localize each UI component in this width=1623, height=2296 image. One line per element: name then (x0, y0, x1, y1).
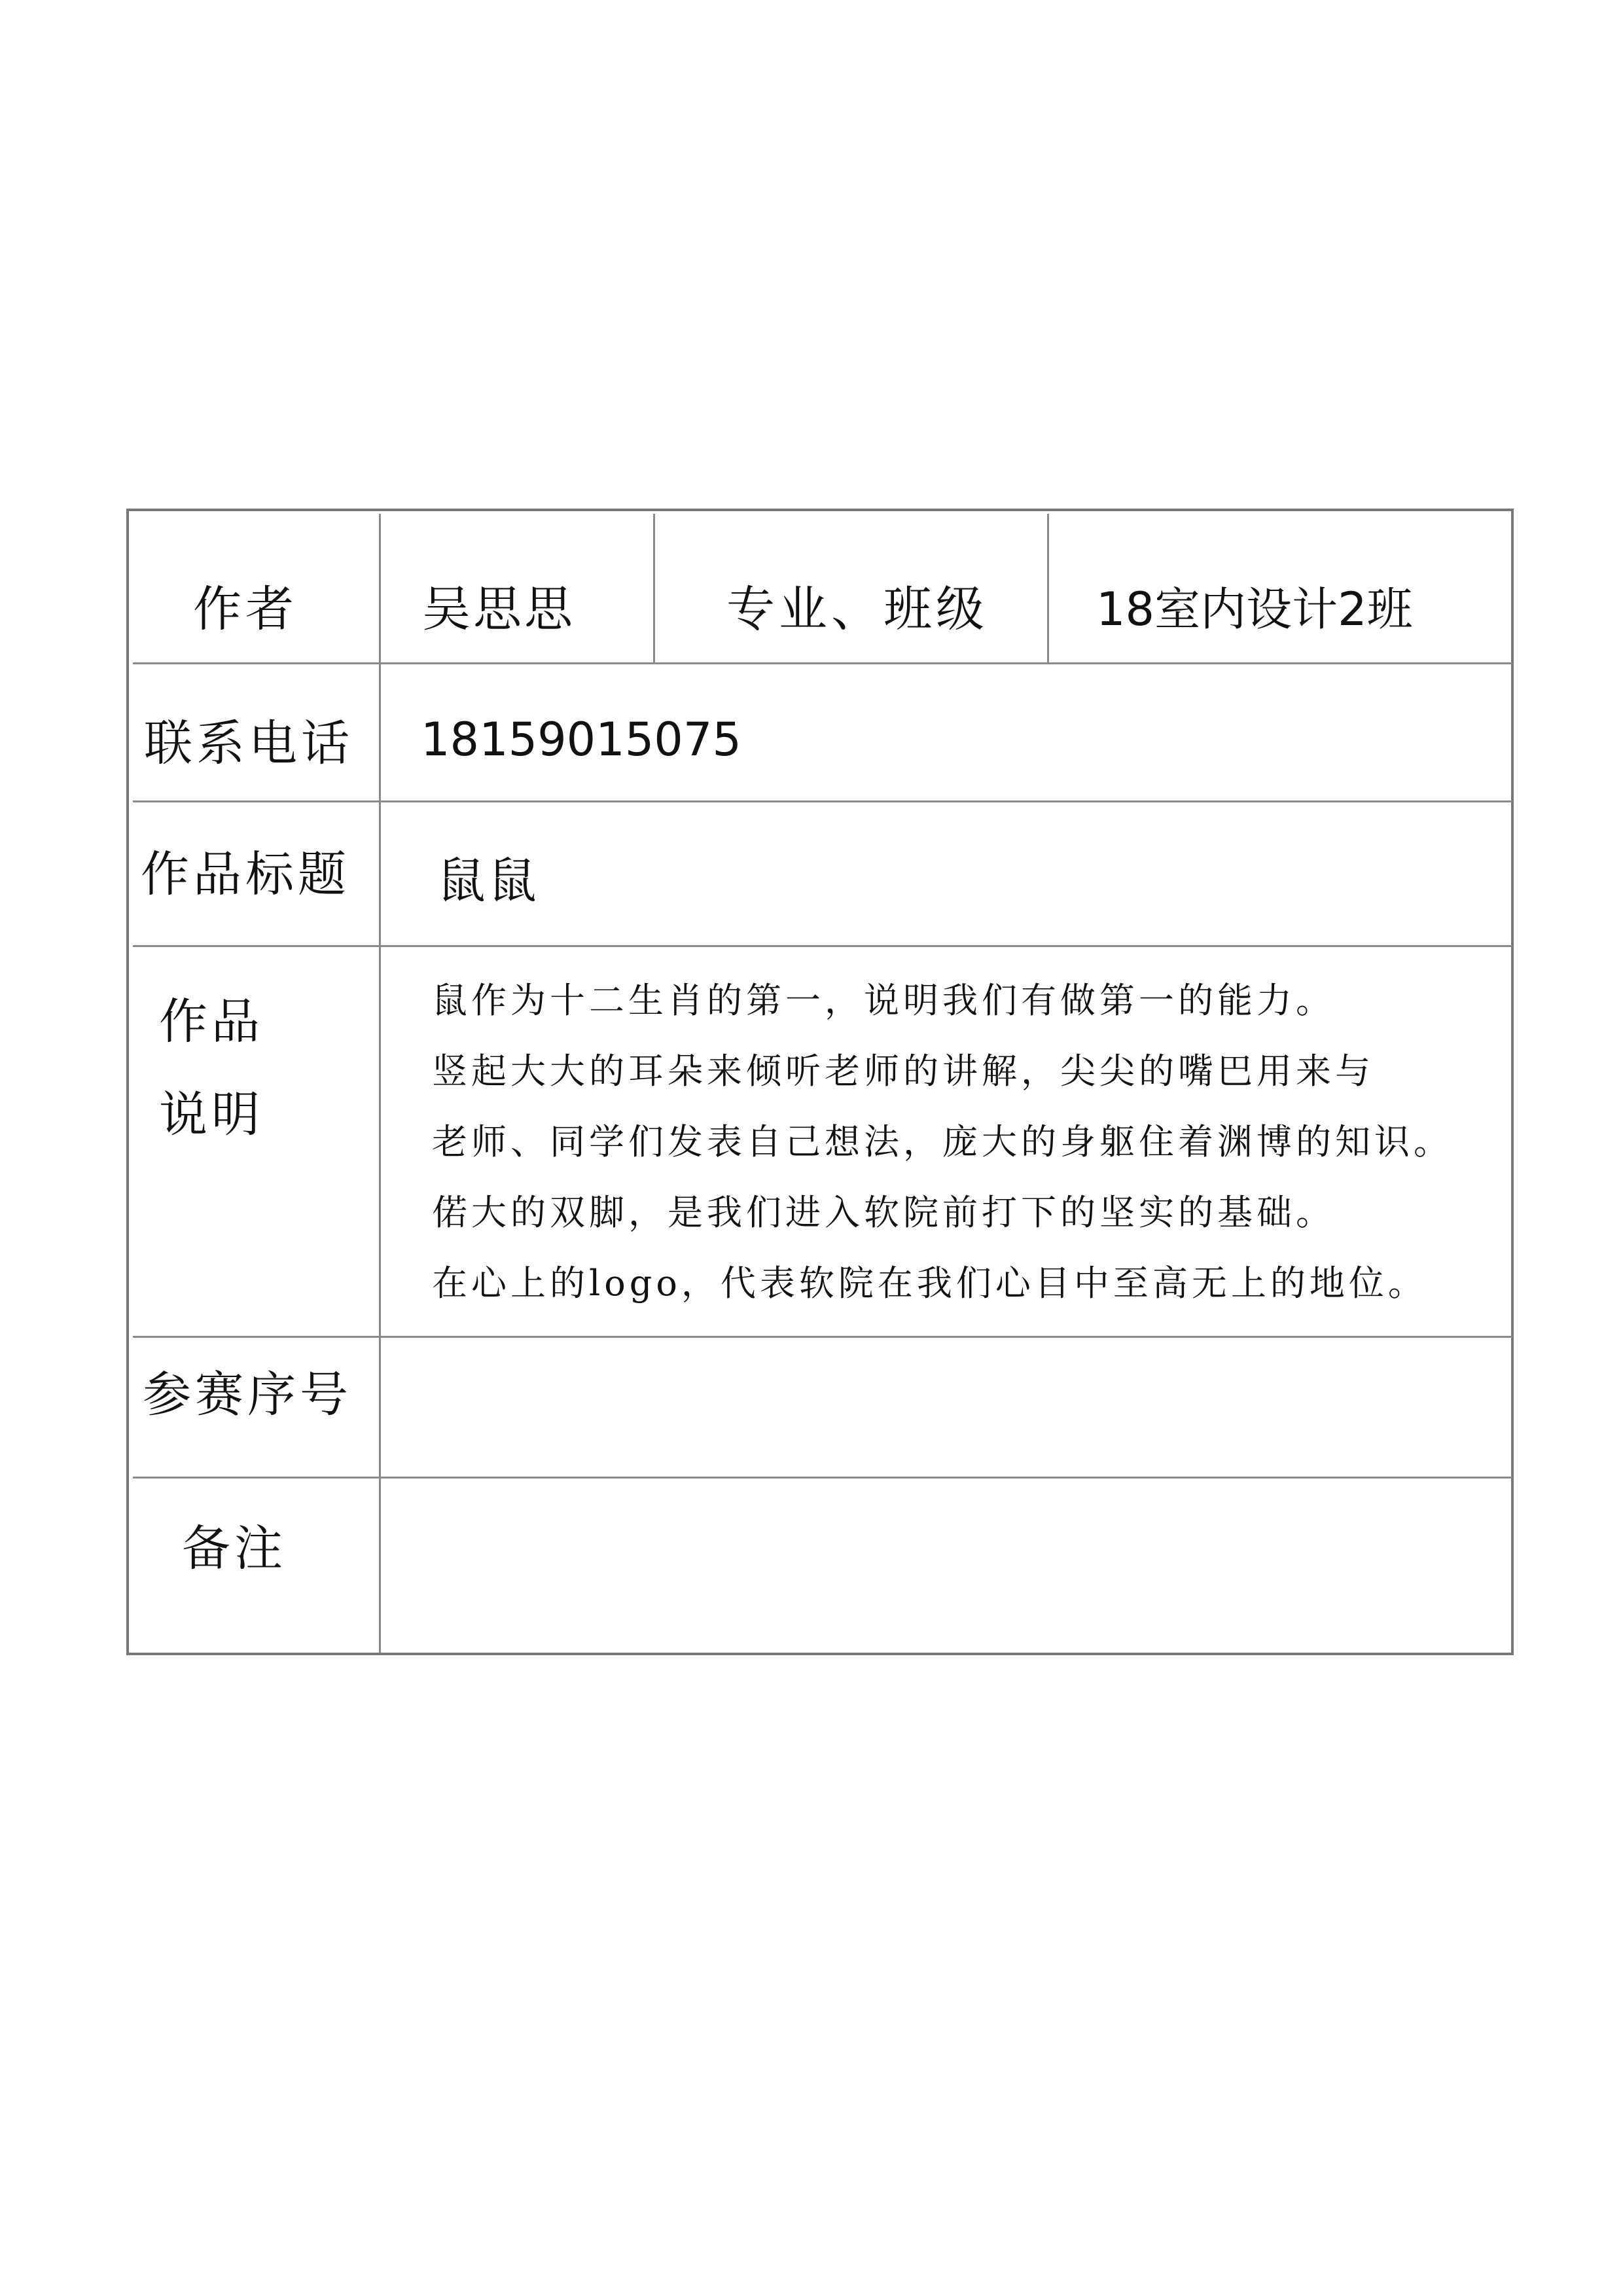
column-divider (653, 514, 655, 662)
entry-number-value[interactable] (422, 1355, 1469, 1427)
major-class-label: 专业、班级 (726, 581, 988, 637)
title-value[interactable]: 鼠鼠 (437, 853, 539, 909)
remarks-value[interactable] (422, 1509, 1469, 1581)
description-label-line2: 说明 (159, 1086, 264, 1143)
phone-label: 联系电话 (144, 715, 353, 772)
title-label: 作品标题 (141, 846, 350, 903)
row-divider (133, 1336, 1512, 1338)
description-line: 在心上的logo，代表软院在我们心目中至高无上的地位。 (432, 1263, 1427, 1304)
row-divider (133, 1477, 1512, 1479)
remarks-label: 备注 (182, 1520, 287, 1577)
column-divider (379, 514, 381, 1653)
row-divider (133, 662, 1512, 664)
phone-value[interactable]: 18159015075 (421, 713, 741, 766)
author-value[interactable]: 吴思思 (422, 581, 575, 637)
row-divider (133, 800, 1512, 802)
description-label-line1: 作品 (159, 994, 264, 1050)
description-line: 偌大的双脚，是我们进入软院前打下的坚实的基础。 (432, 1192, 1335, 1233)
major-class-value[interactable]: 18室内设计2班 (1096, 582, 1413, 636)
description-text[interactable] (432, 965, 1453, 1319)
description-line: 竖起大大的耳朵来倾听老师的讲解，尖尖的嘴巴用来与 (432, 1050, 1374, 1092)
entry-number-label: 参赛序号 (143, 1367, 352, 1423)
description-line: 老师、同学们发表自己想法，庞大的身躯住着渊博的知识。 (432, 1121, 1453, 1162)
row-divider (133, 945, 1512, 947)
description-line: 鼠作为十二生肖的第一，说明我们有做第一的能力。 (432, 980, 1335, 1021)
author-label: 作者 (193, 581, 298, 637)
column-divider (1047, 514, 1049, 662)
